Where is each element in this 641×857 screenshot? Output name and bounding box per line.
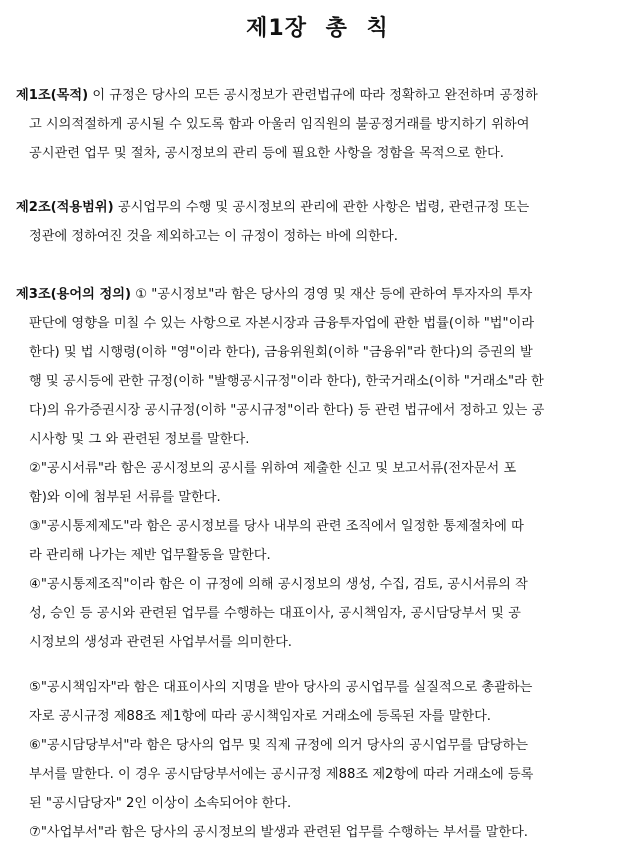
article-3-item-4-line-2: 성, 승인 등 공시와 관련된 업무를 수행하는 대표이사, 공시책임자, 공시담당부서 및 공 bbox=[29, 606, 521, 621]
article-3-item-1-line-6: 시사항 및 그 와 관련된 정보를 말한다. bbox=[29, 432, 250, 447]
article-2-heading: 제2조(적용범위) bbox=[16, 200, 114, 215]
article-1-line-2: 고 시의적절하게 공시될 수 있도록 함과 아울러 임직원의 불공정거래를 방지하기 위하여 bbox=[29, 117, 530, 132]
article-1 bbox=[16, 81, 619, 168]
article-3-item-6-line-3: 된 "공시담당자" 2인 이상이 소속되어야 한다. bbox=[29, 796, 292, 811]
article-3-item-4-line-3: 시정보의 생성과 관련된 사업부서를 의미한다. bbox=[29, 635, 293, 650]
article-3-item-3-line-2: 라 관리해 나가는 제반 업무활동을 말한다. bbox=[29, 548, 271, 563]
article-1-line-3: 공시관련 업무 및 절차, 공시정보의 관리 등에 필요한 사항을 정함을 목적으로 한다. bbox=[29, 146, 504, 161]
article-3-item-1-line-4: 행 및 공시등에 관한 규정(이하 "발행공시규정"이라 한다), 한국거래소(이하 "거래소"라 한 bbox=[29, 374, 544, 389]
article-3-item-5-line-1: ⑤"공시책임자"라 함은 대표이사의 지명을 받아 당사의 공시업무를 실질적으로 총괄하는 bbox=[29, 680, 533, 695]
article-1-heading: 제1조(목적) bbox=[16, 88, 89, 103]
article-3-item-4-line-1: ④"공시통제조직"이라 함은 이 규정에 의해 공시정보의 생성, 수집, 검토, 공시서류의 작 bbox=[29, 577, 528, 592]
article-3-item-2-line-2: 함)와 이에 첨부된 서류를 말한다. bbox=[29, 490, 221, 505]
article-3-item-6-line-2: 부서를 말한다. 이 경우 공시담당부서에는 공시규정 제88조 제2항에 따라 거래소에 등록 bbox=[29, 767, 534, 782]
article-2-line-2: 정관에 정하여진 것을 제외하고는 이 규정이 정하는 바에 의한다. bbox=[29, 229, 398, 244]
article-3-item-5-line-2: 자로 공시규정 제88조 제1항에 따라 공시책임자로 거래소에 등록된 자를 말한다. bbox=[29, 709, 492, 724]
article-3 bbox=[16, 280, 619, 847]
article-2-line-1 bbox=[16, 193, 619, 222]
article-3-line-1 bbox=[16, 280, 619, 309]
chapter-title: 제1장 총 칙 bbox=[246, 16, 389, 41]
article-2 bbox=[16, 193, 619, 251]
article-3-item-6-line-1: ⑥"공시담당부서"라 함은 당사의 업무 및 직제 규정에 의거 당사의 공시업무를 담당하는 bbox=[29, 738, 529, 753]
article-3-item-2-line-1: ②"공시서류"라 함은 공시정보의 공시를 위하여 제출한 신고 및 보고서류(전자문서 포 bbox=[29, 461, 517, 476]
article-1-text-1: 이 규정은 당사의 모든 공시정보가 관련법규에 따라 정확하고 완전하며 공정하 bbox=[88, 88, 538, 103]
article-3-item-1-text-1: ① "공시정보"라 함은 당사의 경영 및 재산 등에 관하여 투자자의 투자 bbox=[131, 287, 533, 302]
article-3-item-1-line-5: 다)의 유가증권시장 공시규정(이하 "공시규정"이라 한다) 등 관련 법규에서 정하고 있는 공 bbox=[29, 403, 545, 418]
article-3-heading: 제3조(용어의 정의) bbox=[16, 287, 131, 302]
article-1-line-1 bbox=[16, 81, 619, 110]
article-3-item-7-line-1: ⑦"사업부서"라 함은 당사의 공시정보의 발생과 관련된 업무를 수행하는 부서를 말한다. bbox=[29, 825, 529, 840]
article-3-item-1-line-2: 판단에 영향을 미칠 수 있는 사항으로 자본시장과 금융투자업에 관한 법률(이하 "법"이라 bbox=[29, 316, 535, 331]
article-2-text-1: 공시업무의 수행 및 공시정보의 관리에 관한 사항은 법령, 관련규정 또는 bbox=[113, 200, 530, 215]
article-3-item-3-line-1: ③"공시통제제도"라 함은 공시정보를 당사 내부의 관련 조직에서 일정한 통제절차에 따 bbox=[29, 519, 524, 534]
article-3-item-1-line-3: 한다) 및 법 시행령(이하 "영"이라 한다), 금융위원회(이하 "금융위"라 한다)의 증권의 발 bbox=[29, 345, 533, 360]
